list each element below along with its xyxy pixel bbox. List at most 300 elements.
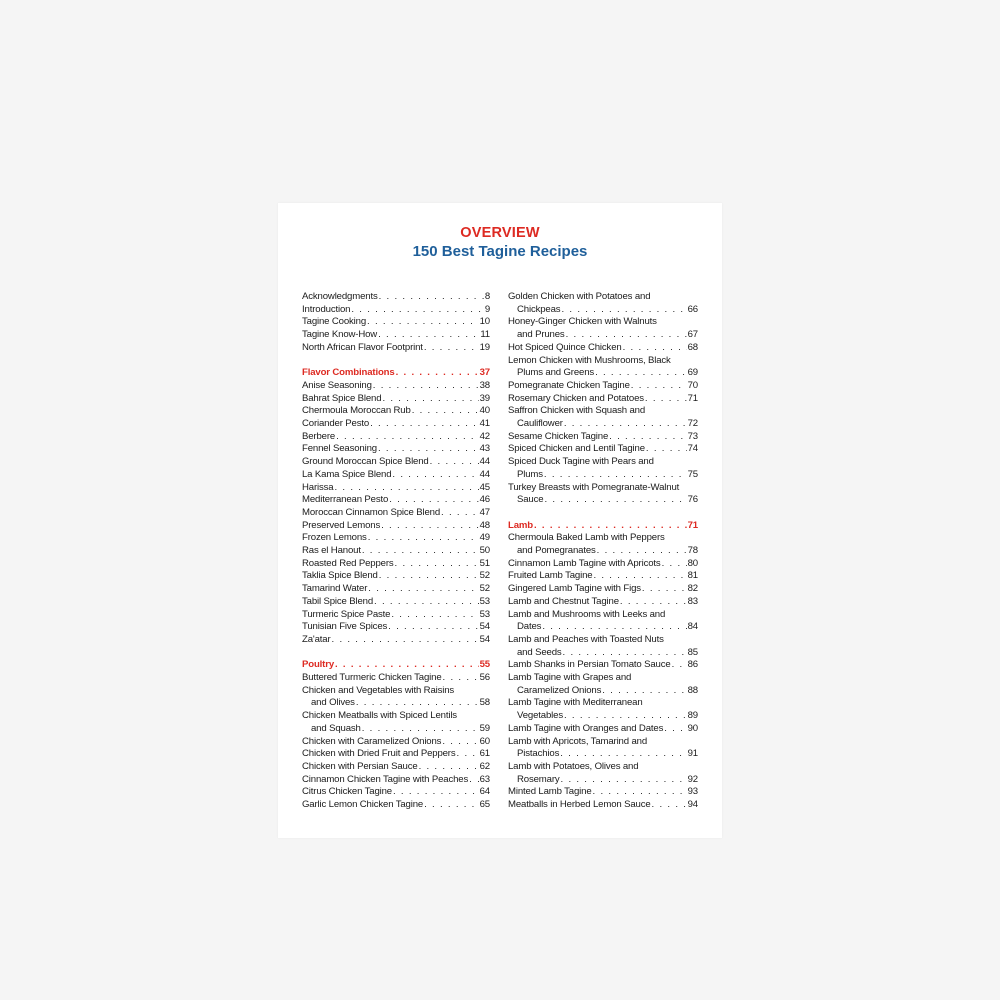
dot-leader: [419, 761, 479, 774]
toc-page-number: 54: [479, 621, 490, 633]
toc-entry-title-line: Lamb and Peaches with Toasted Nuts: [508, 633, 664, 645]
toc-page-number: 86: [687, 659, 698, 671]
page-subtitle: 150 Best Tagine Recipes: [412, 243, 588, 260]
toc-entry-line: [508, 647, 698, 660]
dot-leader: [388, 621, 478, 634]
toc-entry-line: [508, 786, 698, 799]
dot-leader: [534, 520, 687, 533]
toc-entry-line: [302, 609, 490, 622]
toc-entry-title: Flavor Combinations: [302, 367, 395, 379]
toc-entry-line: [302, 736, 490, 749]
toc-entry-line: [302, 393, 490, 406]
dot-leader: [336, 431, 479, 444]
toc-entry-title: Turmeric Spice Paste: [302, 608, 391, 620]
dot-leader: [395, 558, 479, 571]
dot-leader: [564, 710, 687, 723]
toc-page-number: 66: [687, 303, 698, 315]
dot-leader: [424, 799, 479, 812]
toc-entry-title: Dates: [517, 621, 542, 633]
toc-entry: [302, 380, 490, 393]
toc-entry-line: [302, 380, 490, 393]
toc-entry-title: and Prunes: [517, 329, 565, 341]
toc-page-number: 10: [479, 316, 490, 328]
toc-page-number: 94: [687, 799, 698, 811]
toc-entry: [508, 659, 698, 672]
dot-leader: [593, 786, 687, 799]
toc-entry-title: Gingered Lamb Tagine with Figs: [508, 583, 641, 595]
toc-page-number: 81: [687, 570, 698, 582]
toc-entry-line: [508, 367, 698, 380]
dot-leader: [378, 443, 479, 456]
toc-entry-line: [302, 494, 490, 507]
toc-entry: [302, 456, 490, 469]
dot-leader: [542, 621, 686, 634]
toc-page-number: 51: [479, 557, 490, 569]
toc-entry-title: Citrus Chicken Tagine: [302, 786, 392, 798]
toc-page-number: 68: [687, 341, 698, 353]
toc-page-number: 85: [687, 646, 698, 658]
dot-leader: [441, 507, 479, 520]
toc-entry-line: [302, 329, 490, 342]
toc-entry-line: [302, 723, 490, 736]
toc-entry-title: Rosemary: [517, 773, 560, 785]
toc-entry-line: [508, 380, 698, 393]
toc-page-number: 48: [479, 519, 490, 531]
toc-entry-title: Pomegranate Chicken Tagine: [508, 379, 630, 391]
toc-page-number: 72: [687, 418, 698, 430]
toc-entry-title: Fruited Lamb Tagine: [508, 570, 593, 582]
toc-entry-line: [302, 558, 490, 571]
toc-page-number: 71: [687, 392, 698, 404]
toc-entry: [508, 723, 698, 736]
dot-leader: [356, 697, 479, 710]
toc-page-number: 39: [479, 392, 490, 404]
dot-leader: [593, 570, 686, 583]
toc-entry-line: [302, 634, 490, 647]
toc-entry-line: [508, 596, 698, 609]
toc-entry-title: Poultry: [302, 659, 334, 671]
toc-entry: [302, 520, 490, 533]
toc-entry-title: Rosemary Chicken and Potatoes: [508, 392, 644, 404]
toc-entry-title: Chicken with Dried Fruit and Peppers: [302, 748, 456, 760]
toc-entry: [508, 799, 698, 812]
toc-entry-title: Roasted Red Peppers: [302, 557, 394, 569]
toc-entry: [302, 405, 490, 418]
toc-entry: [508, 634, 698, 659]
dot-leader: [623, 342, 687, 355]
toc-section-heading: [302, 367, 490, 380]
dot-leader: [378, 329, 479, 342]
toc-entry-line: [508, 443, 698, 456]
toc-entry-title: Acknowledgments: [302, 291, 378, 302]
toc-entry-line: [508, 723, 698, 736]
toc-entry: [302, 545, 490, 558]
toc-page-number: 52: [479, 583, 490, 595]
toc-entry-title: La Kama Spice Blend: [302, 468, 392, 480]
toc-entry: [302, 748, 490, 761]
toc-entry-title: Lamb Shanks in Persian Tomato Sauce: [508, 659, 671, 671]
toc-entry-title: Harissa: [302, 481, 334, 493]
toc-page-number: 90: [687, 722, 698, 734]
toc-entry: [302, 736, 490, 749]
toc-entry-title: Plums: [517, 468, 543, 480]
toc-page-number: 82: [687, 583, 698, 595]
toc-entry-title: Chicken with Caramelized Onions: [302, 735, 442, 747]
toc-entry-line: [508, 621, 698, 634]
toc-entry: [508, 393, 698, 406]
dot-leader: [368, 583, 478, 596]
toc-entry-line: [302, 456, 490, 469]
dot-leader: [544, 469, 687, 482]
toc-page-number: 83: [687, 595, 698, 607]
dot-leader: [602, 685, 686, 698]
toc-page-number: 69: [687, 367, 698, 379]
toc-entry-line: [508, 469, 698, 482]
toc-entry-title: Lamb Tagine with Oranges and Dates: [508, 722, 664, 734]
toc-entry-title: Mediterranean Pesto: [302, 494, 389, 506]
toc-entry-title: Sauce: [517, 494, 544, 506]
toc-page-number: 47: [479, 506, 490, 518]
dot-leader: [392, 469, 478, 482]
toc-page-number: 70: [687, 379, 698, 391]
toc-entry-title: Za'atar: [302, 633, 331, 645]
toc-entry-title: and Pomegranates: [517, 545, 596, 557]
document-page: [278, 203, 722, 838]
toc-entry-line: [302, 482, 490, 495]
dot-leader: [566, 329, 687, 342]
dot-leader: [544, 494, 686, 507]
dot-leader: [391, 609, 478, 622]
toc-entry-title: Cinnamon Chicken Tagine with Peaches: [302, 773, 469, 785]
toc-entry: [302, 558, 490, 571]
toc-page-number: 62: [479, 760, 490, 772]
toc-page-number: 52: [479, 570, 490, 582]
toc-entry-line: [302, 799, 490, 812]
toc-entry: [302, 304, 490, 317]
toc-entry: [302, 799, 490, 812]
toc-page-number: 93: [687, 786, 698, 798]
toc-page-number: 91: [687, 748, 698, 760]
toc-entry-title: Lamb: [508, 519, 533, 531]
dot-leader: [620, 596, 687, 609]
dot-leader: [335, 659, 479, 672]
toc-entry: [302, 761, 490, 774]
toc-page-number: 61: [479, 748, 490, 760]
toc-entry-line: [508, 329, 698, 342]
dot-leader: [563, 647, 687, 660]
toc-entry-line: [302, 304, 490, 317]
dot-leader: [672, 659, 687, 672]
toc-entry-line: [302, 520, 490, 533]
toc-entry: [508, 405, 698, 430]
dot-leader: [381, 520, 479, 533]
dot-leader: [393, 786, 479, 799]
toc-entry: [302, 418, 490, 431]
toc-entry: [508, 316, 698, 341]
toc-page-number: 65: [479, 799, 490, 811]
toc-entry: [302, 672, 490, 685]
toc-entry-title: Preserved Lemons: [302, 519, 381, 531]
dot-leader: [430, 456, 479, 469]
toc-entry: [508, 532, 698, 557]
toc-page-number: 58: [479, 697, 490, 709]
toc-entry-title: Chickpeas: [517, 303, 561, 315]
toc-entry: [302, 291, 490, 304]
toc-entry: [302, 532, 490, 545]
toc-page-number: 55: [479, 659, 490, 671]
toc-entry-line: [508, 304, 698, 317]
toc-entry: [302, 494, 490, 507]
toc-entry: [508, 443, 698, 456]
dot-leader: [373, 380, 479, 393]
toc-entry-line: [508, 494, 698, 507]
dot-leader: [642, 583, 687, 596]
toc-page-number: 89: [687, 710, 698, 722]
toc-entry: [302, 583, 490, 596]
toc-entry: [302, 596, 490, 609]
dot-leader: [662, 558, 687, 571]
toc-entry-line: [508, 558, 698, 571]
toc-entry-title: Chermoula Moroccan Rub: [302, 405, 411, 417]
dot-leader: [564, 418, 687, 431]
toc-entry-line: [508, 659, 698, 672]
dot-leader: [646, 443, 687, 456]
dot-leader: [561, 774, 687, 787]
toc-page-number: 43: [479, 443, 490, 455]
toc-entry-title: Ground Moroccan Spice Blend: [302, 456, 429, 468]
toc-entry: [508, 736, 698, 761]
toc-entry-line: [508, 774, 698, 787]
dot-leader: [382, 393, 478, 406]
toc-entry-title: Minted Lamb Tagine: [508, 786, 592, 798]
dot-leader: [396, 367, 479, 380]
toc-entry: [302, 329, 490, 342]
toc-entry-line: [508, 583, 698, 596]
toc-entry-title: Moroccan Cinnamon Spice Blend: [302, 506, 441, 518]
toc-entry-title: Ras el Hanout: [302, 545, 361, 557]
toc-entry-title: Coriander Pesto: [302, 418, 370, 430]
toc-entry-title: Introduction: [302, 303, 351, 315]
toc-page-number: 56: [479, 672, 490, 684]
toc-entry-title-line: Lamb with Potatoes, Olives and: [508, 761, 639, 772]
toc-page-number: 64: [479, 786, 490, 798]
toc-entry-line: [508, 431, 698, 444]
toc-entry-title: Lamb and Chestnut Tagine: [508, 595, 619, 607]
toc-page-number: 38: [479, 379, 490, 391]
toc-entry-line: [302, 342, 490, 355]
toc-entry-title-line: Lemon Chicken with Mushrooms, Black: [508, 354, 671, 366]
dot-leader: [631, 380, 687, 393]
toc-page-number: 53: [479, 595, 490, 607]
toc-page-number: 92: [687, 773, 698, 785]
toc-entry-title-line: Lamb with Apricots, Tamarind and: [508, 735, 648, 747]
toc-page-number: 42: [479, 430, 490, 442]
toc-entry-title: Taklia Spice Blend: [302, 570, 378, 582]
toc-entry-title: Vegetables: [517, 710, 563, 722]
toc-entry: [508, 761, 698, 786]
dot-leader: [597, 545, 687, 558]
toc-section-heading: [302, 659, 490, 672]
dot-leader: [457, 748, 479, 761]
toc-entry-title: Caramelized Onions: [517, 684, 602, 696]
toc-page-number: 63: [479, 773, 490, 785]
toc-entry-line: [302, 596, 490, 609]
toc-entry: [508, 583, 698, 596]
toc-entry-title: Frozen Lemons: [302, 532, 367, 544]
dot-leader: [652, 799, 687, 812]
toc-entry: [508, 482, 698, 507]
toc-page-number: 45: [479, 481, 490, 493]
toc-page-number: 49: [479, 532, 490, 544]
toc-entry-line: [508, 799, 698, 812]
toc-page-number: 37: [479, 367, 490, 379]
dot-leader: [412, 405, 479, 418]
toc-entry-title: Tamarind Water: [302, 583, 368, 595]
toc-entry: [508, 672, 698, 697]
toc-page-number: 44: [479, 468, 490, 480]
toc-entry-title: Hot Spiced Quince Chicken: [508, 341, 622, 353]
toc-entry-title: Spiced Chicken and Lentil Tagine: [508, 443, 645, 455]
dot-leader: [595, 367, 687, 380]
toc-entry-title-line: Lamb Tagine with Mediterranean: [508, 697, 643, 709]
toc-entry: [302, 609, 490, 622]
toc-entry-title: Berbere: [302, 430, 336, 442]
toc-entry-line: [302, 532, 490, 545]
dot-leader: [664, 723, 686, 736]
toc-entry-title: Sesame Chicken Tagine: [508, 430, 609, 442]
toc-entry: [302, 774, 490, 787]
toc-page-number: 78: [687, 545, 698, 557]
toc-left-column: [302, 291, 490, 812]
toc-entry-line: [508, 520, 698, 533]
toc-entry: [508, 380, 698, 393]
dot-leader: [389, 494, 478, 507]
toc-entry-title-line: Honey-Ginger Chicken with Walnuts: [508, 316, 657, 328]
toc-entry-line: [302, 418, 490, 431]
toc-entry-line: [302, 316, 490, 329]
toc-entry-title-line: Golden Chicken with Potatoes and: [508, 291, 651, 302]
toc-entry-title: Garlic Lemon Chicken Tagine: [302, 799, 424, 811]
toc-entry: [508, 456, 698, 481]
toc-entry-line: [302, 659, 490, 672]
dot-leader: [609, 431, 686, 444]
toc-page-number: 8: [484, 291, 490, 302]
toc-entry-title: Plums and Greens: [517, 367, 595, 379]
toc-entry: [302, 710, 490, 735]
toc-entry-title-line: Spiced Duck Tagine with Pears and: [508, 456, 654, 468]
page-title: OVERVIEW: [460, 225, 540, 241]
toc-page-number: 80: [687, 557, 698, 569]
dot-leader: [645, 393, 687, 406]
toc-page-number: 75: [687, 468, 698, 480]
dot-leader: [442, 736, 478, 749]
dot-leader: [560, 748, 686, 761]
dot-leader: [362, 545, 479, 558]
toc-entry-line: [302, 621, 490, 634]
toc-entry-line: [302, 507, 490, 520]
dot-leader: [374, 596, 479, 609]
toc-entry-line: [508, 393, 698, 406]
toc-entry-line: [508, 418, 698, 431]
toc-entry-line: [508, 710, 698, 723]
toc-entry: [302, 685, 490, 710]
toc-entry-title: Tagine Cooking: [302, 316, 367, 328]
toc-entry: [302, 634, 490, 647]
toc-entry-line: [302, 583, 490, 596]
toc-page-number: 9: [484, 303, 490, 315]
toc-entry-title-line: Turkey Breasts with Pomegranate-Walnut: [508, 481, 680, 493]
toc-entry: [508, 355, 698, 380]
dot-leader: [367, 316, 479, 329]
toc-entry-line: [302, 405, 490, 418]
toc-entry-line: [302, 697, 490, 710]
dot-leader: [332, 634, 479, 647]
toc-entry-line: [302, 672, 490, 685]
toc-entry-title: and Seeds: [517, 646, 562, 658]
toc-page-number: 67: [687, 329, 698, 341]
toc-entry-line: [302, 443, 490, 456]
toc-entry-line: [302, 774, 490, 787]
toc-page-number: 74: [687, 443, 698, 455]
toc-entry-title-line: Chicken Meatballs with Spiced Lentils: [302, 710, 457, 722]
dot-leader: [424, 342, 479, 355]
toc-entry-title: Tunisian Five Spices: [302, 621, 388, 633]
toc-page-number: 84: [687, 621, 698, 633]
toc-entry-line: [302, 431, 490, 444]
toc-page-number: 54: [479, 633, 490, 645]
toc-page-number: 50: [479, 545, 490, 557]
toc-entry-line: [508, 545, 698, 558]
toc-entry: [302, 316, 490, 329]
toc-page-number: 11: [480, 329, 490, 341]
dot-leader: [443, 672, 479, 685]
toc-entry-title: Anise Seasoning: [302, 379, 372, 391]
toc-entry-line: [508, 570, 698, 583]
toc-entry: [508, 342, 698, 355]
toc-entry: [302, 431, 490, 444]
toc-page-number: 76: [687, 494, 698, 506]
toc-entry: [508, 786, 698, 799]
toc-entry-title: and Olives: [311, 697, 355, 709]
dot-leader: [334, 482, 478, 495]
toc-entry-title: Fennel Seasoning: [302, 443, 377, 455]
dot-leader: [379, 570, 479, 583]
toc-section-heading: [508, 520, 698, 533]
toc-entry-title-line: Chermoula Baked Lamb with Peppers: [508, 532, 665, 544]
dot-leader: [362, 723, 479, 736]
toc-right-column: [508, 291, 698, 812]
toc-entry: [508, 291, 698, 316]
toc-entry-title: Buttered Turmeric Chicken Tagine: [302, 672, 442, 684]
toc-entry-line: [302, 748, 490, 761]
toc-entry: [302, 443, 490, 456]
toc-entry: [508, 570, 698, 583]
toc-entry-title: Bahrat Spice Blend: [302, 392, 382, 404]
toc-page-number: 19: [479, 341, 490, 353]
toc-page-number: 40: [479, 405, 490, 417]
toc-entry-line: [508, 685, 698, 698]
toc-entry: [302, 393, 490, 406]
toc-entry-title: Cinnamon Lamb Tagine with Apricots: [508, 557, 661, 569]
toc-entry-line: [302, 761, 490, 774]
toc-entry: [302, 786, 490, 799]
toc-page-number: 44: [479, 456, 490, 468]
toc-entry-title: North African Flavor Footprint: [302, 341, 423, 353]
toc-entry-line: [302, 367, 490, 380]
toc-entry-title: Cauliflower: [517, 418, 563, 430]
toc-entry-title-line: Lamb and Mushrooms with Leeks and: [508, 608, 666, 620]
dot-leader: [368, 532, 479, 545]
